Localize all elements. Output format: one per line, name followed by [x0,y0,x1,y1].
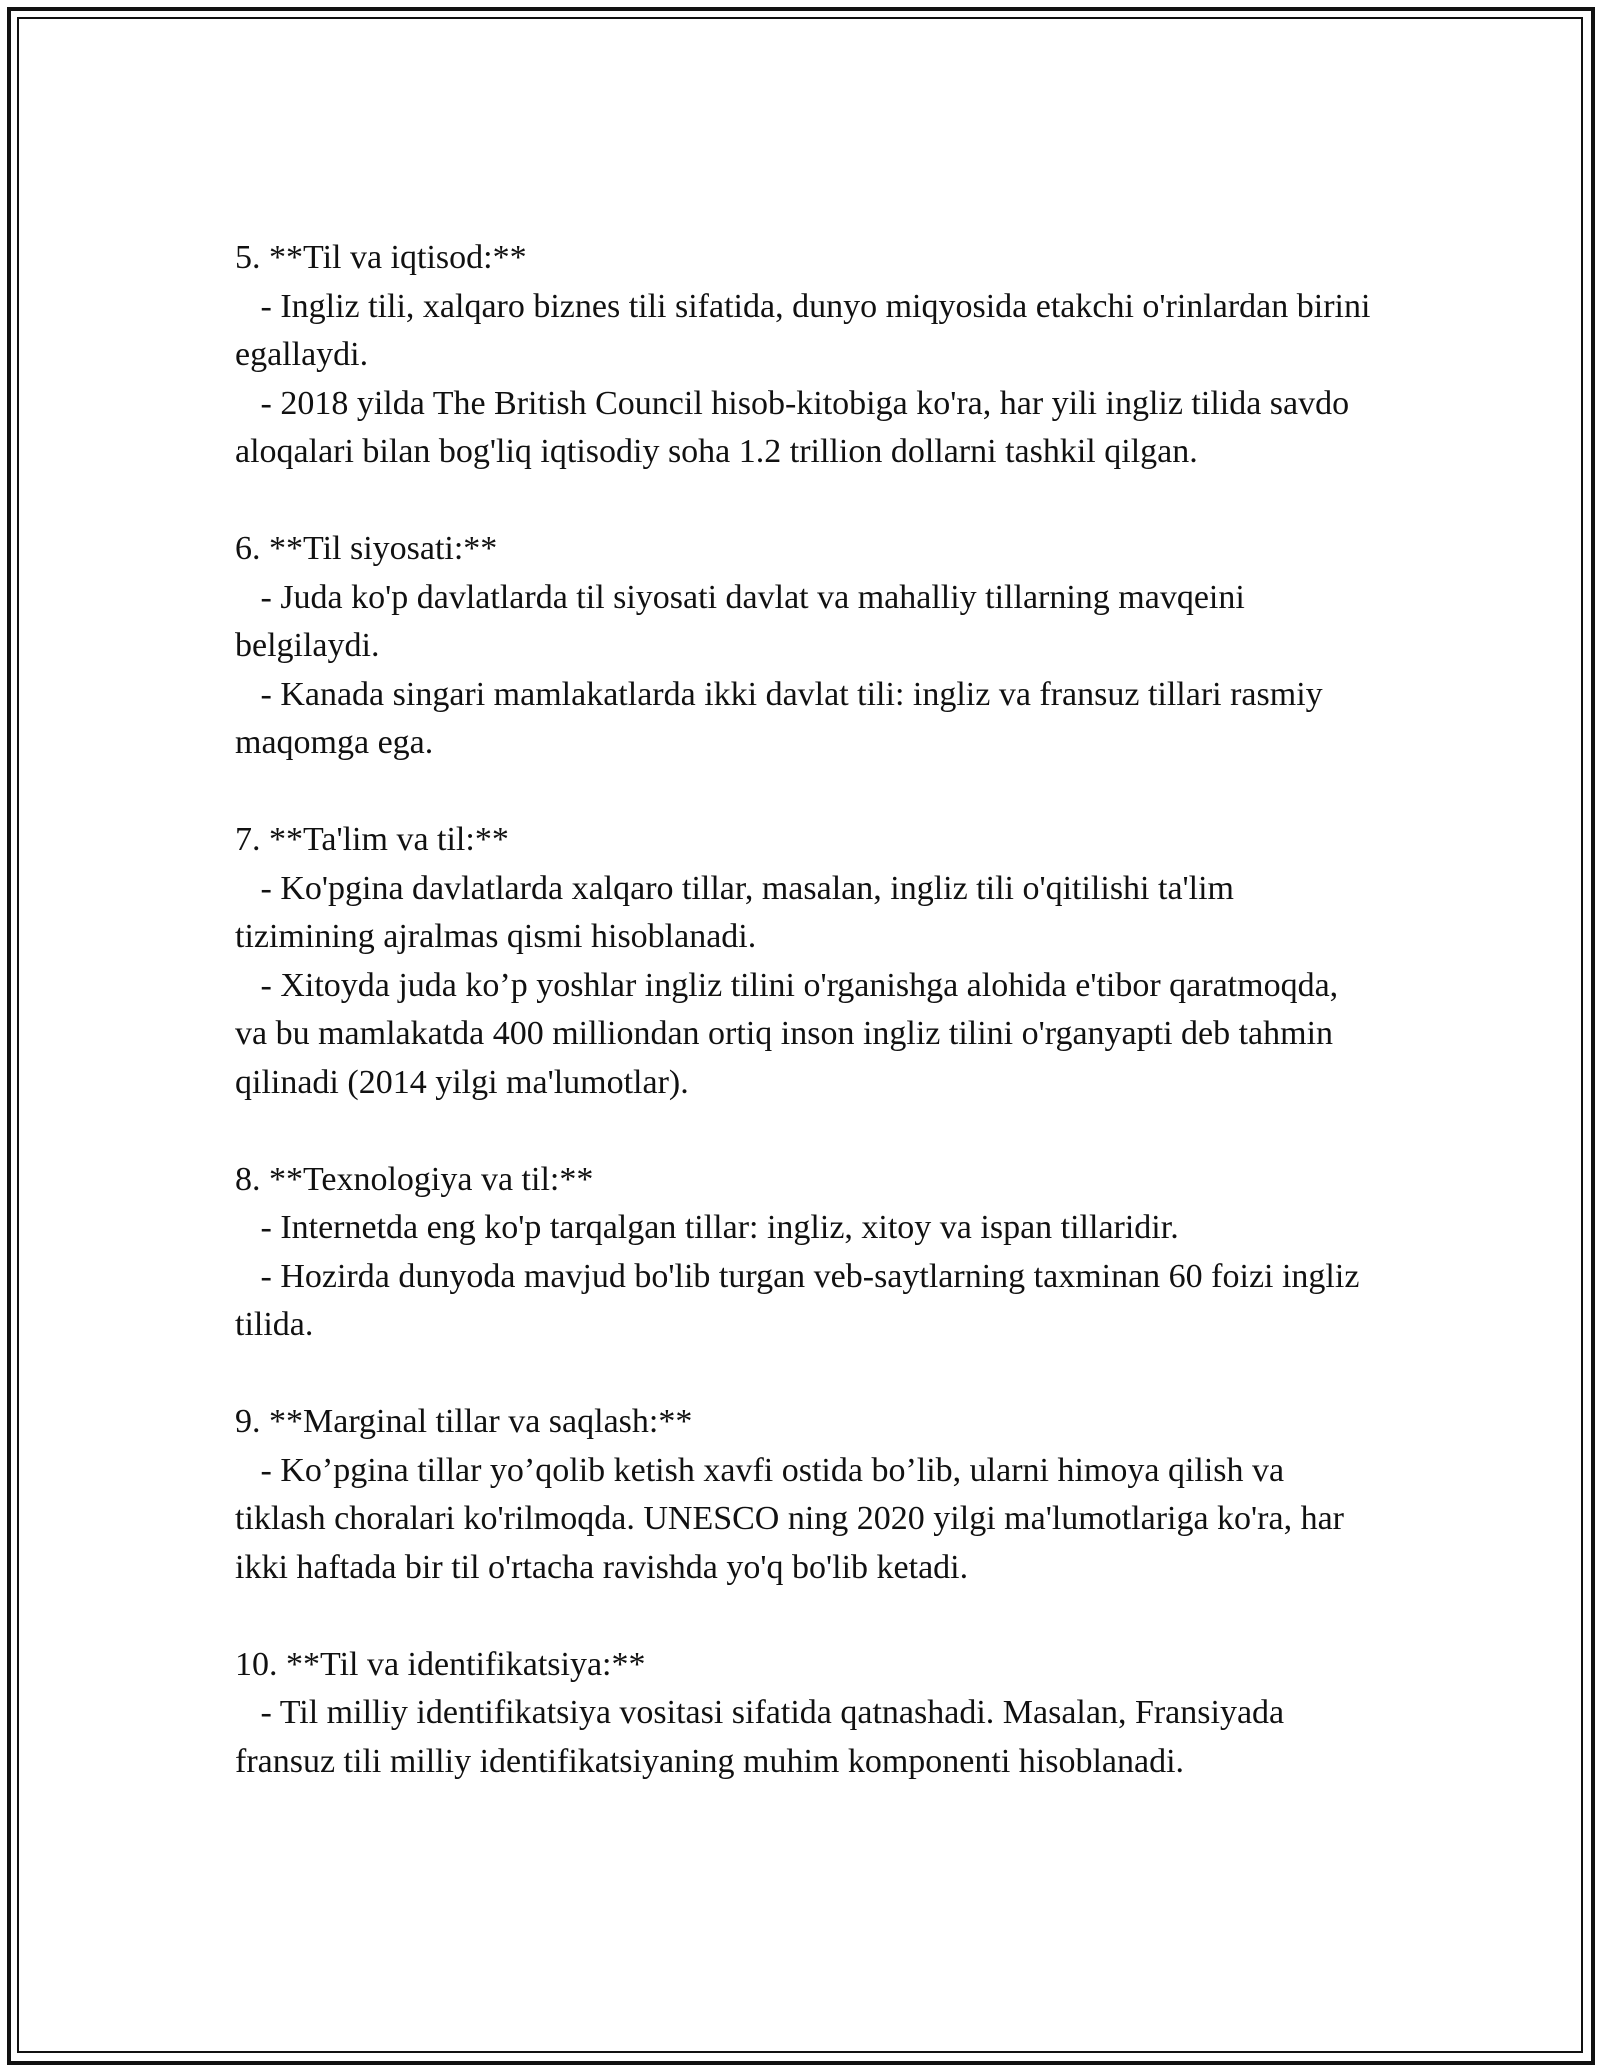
section-talim-va-til [235,816,1375,1107]
section-til-va-identifikatsiya [235,1641,1375,1787]
bullet-item: - Kanada singari mamlakatlarda ikki davlat tili: ingliz va fransuz tillari rasmiy maqomga ega. [235,675,1332,761]
bullet-item: - 2018 yilda The British Council hisob-kitobiga ko'ra, har yili ingliz tilida savdo aloqalari bilan bog'liq iqtisodiy soha 1.2 trillion dollarni tashkil qilgan. [235,384,1358,470]
section-heading: 10. **Til va identifikatsiya:** [235,1645,646,1683]
bullet-item: - Juda ko'p davlatlarda til siyosati davlat va mahalliy tillarning mavqeini belgilaydi. [235,578,1254,664]
document-body [235,234,1379,1835]
bullet-item: - Ko’pgina tillar yo’qolib ketish xavfi ostida bo’lib, ularni himoya qilish va tiklash choralari ko'rilmoqda. UNESCO ning 2020 yilgi ma'lumotlariga ko'ra, har ikki haftada bir til o'rtacha ravishda yo'q bo'lib ketadi. [235,1451,1353,1586]
bullet-item: - Ingliz tili, xalqaro biznes tili sifatida, dunyo miqyosida etakchi o'rinlardan birini egallaydi. [235,287,1379,373]
section-til-siyosati [235,525,1375,768]
bullet-item: - Internetda eng ko'p tarqalgan tillar: ingliz, xitoy va ispan tillaridir. [235,1209,1179,1246]
section-heading: 6. **Til siyosati:** [235,530,498,567]
section-heading: 5. **Til va iqtisod:** [235,239,527,276]
section-heading: 9. **Marginal tillar va saqlash:** [235,1403,693,1440]
bullet-item: - Hozirda dunyoda mavjud bo'lib turgan veb-saytlarning taxminan 60 foizi ingliz tilida. [235,1257,1368,1343]
section-heading: 8. **Texnologiya va til:** [235,1160,594,1198]
bullet-item: - Ko'pgina davlatlarda xalqaro tillar, masalan, ingliz tili o'qitilishi ta'lim tizimining ajralmas qismi hisoblanadi. [235,869,1243,955]
section-marginal-tillar [235,1398,1375,1592]
bullet-item: - Xitoyda juda ko’p yoshlar ingliz tilini o'rganishga alohida e'tibor qaratmoqda, va bu mamlakatda 400 milliondan ortiq inson ingliz tilini o'rganyapti deb tahmin qilinadi (2014 yilgi ma'lumotlar). [235,966,1347,1101]
bullet-item: - Til milliy identifikatsiya vositasi sifatida qatnashadi. Masalan, Fransiyada fransuz tili milliy identifikatsiyaning muhim komponenti hisoblanadi. [235,1694,1293,1780]
section-heading: 7. **Ta'lim va til:** [235,821,509,858]
section-til-va-iqtisod [235,234,1379,477]
section-texnologiya-va-til [235,1156,1375,1350]
